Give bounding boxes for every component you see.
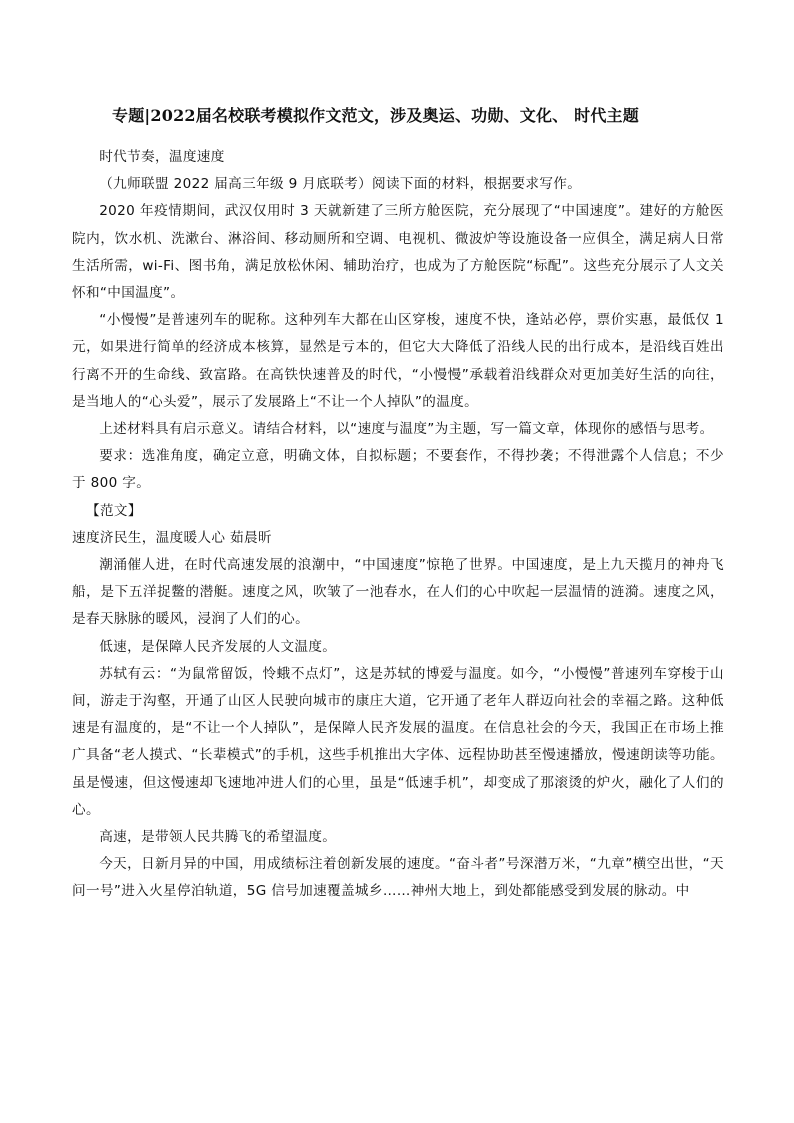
sample-essay-label: 【范文】 [86, 502, 142, 519]
source-paragraph: （九师联盟 2022 届高三年级 9 月底联考）阅读下面的材料，根据要求写作。 [99, 176, 582, 193]
instruction-paragraph: 上述材料具有启示意义。请结合材料，以“速度与温度”为主题，写一篇文章，体现你的感悟与思考。 [99, 421, 714, 438]
essay-paragraph-5: 今天，日新月异的中国，用成绩标注着创新发展的速度。“奋斗者”号深潜万米，“九章”横空出世，“天问一号”进入火星停泊轨道，5G 信号加速覆盖城乡……神州大地上，到处都能感受到发展的脉动。中 [72, 856, 724, 900]
document-body [72, 144, 724, 906]
material-paragraph-2: “小慢慢”是普速列车的昵称。这种列车大都在山区穿梭，速度不快，逢站必停，票价实惠，最低仅 1 元，如果进行简单的经济成本核算，显然是亏本的，但它大大降低了沿线人民的出行成本，是沿线百姓出行离不开的生命线、致富路。在高铁快速普及的时代，“小慢慢”承载着沿线群众对更加美好生活的向往，是当地人的“心头爱”，展示了发展路上“不让一个人掉队”的温度。 [72, 312, 724, 410]
essay-paragraph-4: 高速，是带领人民共腾飞的希望温度。 [99, 829, 337, 846]
essay-title-author: 速度济民生，温度暖人心 茹晨昕 [72, 529, 272, 546]
subtitle-paragraph: 时代节奏，温度速度 [99, 149, 225, 165]
essay-paragraph-1: 潮涌催人进，在时代高速发展的浪潮中，“中国速度”惊艳了世界。中国速度，是上九天揽月的神舟飞船，是下五洋捉鳖的潜艇。速度之风，吹皱了一池春水，在人们的心中吹起一层温情的涟漪。速度之风，是春天脉脉的暖风，浸润了人们的心。 [72, 557, 724, 628]
requirements-paragraph: 要求：选准角度，确定立意，明确文体，自拟标题；不要套作，不得抄袭；不得泄露个人信息；不少于 800 字。 [72, 448, 724, 492]
essay-paragraph-2: 低速，是保障人民齐发展的人文温度。 [99, 638, 337, 655]
material-paragraph-1: 2020 年疫情期间，武汉仅用时 3 天就新建了三所方舱医院，充分展现了“中国速度”。建好的方舱医院内，饮水机、洗漱台、淋浴间、移动厕所和空调、电视机、微波炉等设施设备一应俱全，满足病人日常生活所需，wi-Fi、图书角，满足放松休闲、辅助治疗，也成为了方舱医院“标配”。这些充分展示了人文关怀和“中国温度”。 [72, 203, 724, 302]
document-title: 专题|2022届名校联考模拟作文范文，涉及奥运、功勋、文化、 时代主题 [112, 106, 639, 125]
essay-paragraph-3: 苏轼有云：“为鼠常留饭，怜蛾不点灯”，这是苏轼的博爱与温度。如今，“小慢慢”普速列车穿梭于山间，游走于沟壑，开通了山区人民驶向城市的康庄大道，它开通了老年人群迈向社会的幸福之路。这种低速是有温度的，是“不让一个人掉队”，是保障人民齐发展的温度。在信息社会的今天，我国正在市场上推广具备“老人摸式、“长辈模式”的手机，这些手机推出大字体、远程协助甚至慢速播放，慢速朗读等功能。虽是慢速，但这慢速却飞速地冲进人们的心里，虽是“低速手机”，却变成了那滚烫的炉火，融化了人们的心。 [72, 665, 724, 818]
